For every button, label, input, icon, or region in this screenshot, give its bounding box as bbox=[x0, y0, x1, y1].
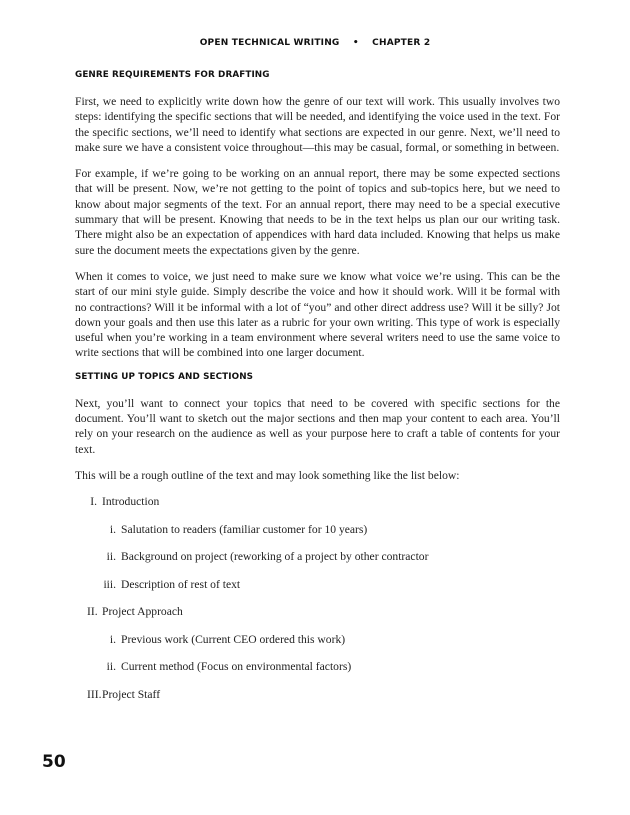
outline-number: III. bbox=[87, 687, 102, 701]
outline-number: iii. bbox=[103, 577, 116, 591]
outline-text: Salutation to readers (familiar customer for 10 years) bbox=[121, 522, 368, 536]
outline-number: i. bbox=[109, 522, 116, 536]
paragraph: When it comes to voice, we just need to make sure we know what voice we’re using. This can be the start of our mini style guide. Simply describe the voice and how it should work. Will it be formal with no contractions? Will it be informal with a lot of “you” and other direct address use? Will it be silly? Jot down your goals and then use this later as a rubric for your own writing. This type of work is especially useful when you’re working in a team environment where several writers need to use the same voice to write sections that will be combined into one larger document. bbox=[75, 269, 560, 360]
paragraph: This will be a rough outline of the text and may look something like the list below: bbox=[75, 468, 460, 482]
outline-number: II. bbox=[87, 605, 98, 619]
outline-text: Description of rest of text bbox=[121, 577, 241, 591]
outline-text: Introduction bbox=[102, 495, 160, 509]
outline-item bbox=[75, 522, 560, 537]
outline-number: ii. bbox=[106, 660, 116, 674]
outline-number: ii. bbox=[106, 550, 116, 564]
header-chapter: CHAPTER 2 bbox=[372, 38, 431, 48]
outline-text: Project Staff bbox=[102, 687, 161, 701]
outline-text: Current method (Focus on environmental factors) bbox=[121, 660, 352, 674]
section-genre-requirements bbox=[75, 70, 560, 361]
header-separator: • bbox=[352, 38, 359, 48]
paragraph: First, we need to explicitly write down how the genre of our text will work. This usually involves two steps: identifying the specific sections that will be needed, and identifying the voice used in the text. For the specific sections, we’ll need to identify what sections are expected in our genre. Next, we’ll need to make sure we have a consistent voice throughout—this may be casual, formal, or something in between. bbox=[75, 95, 560, 154]
outline-item bbox=[75, 549, 560, 564]
header-book-title: OPEN TECHNICAL WRITING bbox=[199, 38, 340, 48]
outline-number: I. bbox=[90, 495, 97, 509]
section-topics-and-sections bbox=[75, 372, 560, 483]
outline-text: Background on project (reworking of a project by other contractor bbox=[121, 550, 429, 564]
outline-list bbox=[75, 494, 560, 702]
paragraph: Next, you’ll want to connect your topics that need to be covered with specific sections for the document. You’ll want to sketch out the major sections and then map your content to each area. You’ll rely on your research on the audience as well as your purpose here to craft a table of contents for your text. bbox=[75, 396, 560, 456]
section-heading: GENRE REQUIREMENTS FOR DRAFTING bbox=[75, 70, 270, 80]
page-content bbox=[75, 70, 560, 714]
outline-item bbox=[75, 604, 560, 619]
section-heading: SETTING UP TOPICS AND SECTIONS bbox=[75, 371, 254, 382]
outline-text: Project Approach bbox=[102, 605, 183, 619]
running-header bbox=[0, 38, 630, 48]
outline-item bbox=[75, 632, 560, 647]
paragraph: For example, if we’re going to be working on an annual report, there may be some expected sections that will be present. Now, we’re not getting to the point of topics and sub-topics here, but we need to know about major segments of the text. For an annual report, there may need to be a special executive summary that will be present. Knowing that needs to be in the text helps us plan our our writing task. There might also be an expectation of appendices with hard data included. Knowing that helps us make sure the document meets the expectations given by the genre. bbox=[75, 167, 560, 257]
outline-text: Previous work (Current CEO ordered this work) bbox=[121, 632, 346, 646]
page-number: 50 bbox=[42, 752, 66, 772]
outline-item bbox=[75, 494, 560, 509]
outline-item bbox=[75, 687, 560, 702]
outline-item bbox=[75, 577, 560, 592]
outline-item bbox=[75, 659, 560, 674]
outline-number: i. bbox=[109, 632, 116, 646]
